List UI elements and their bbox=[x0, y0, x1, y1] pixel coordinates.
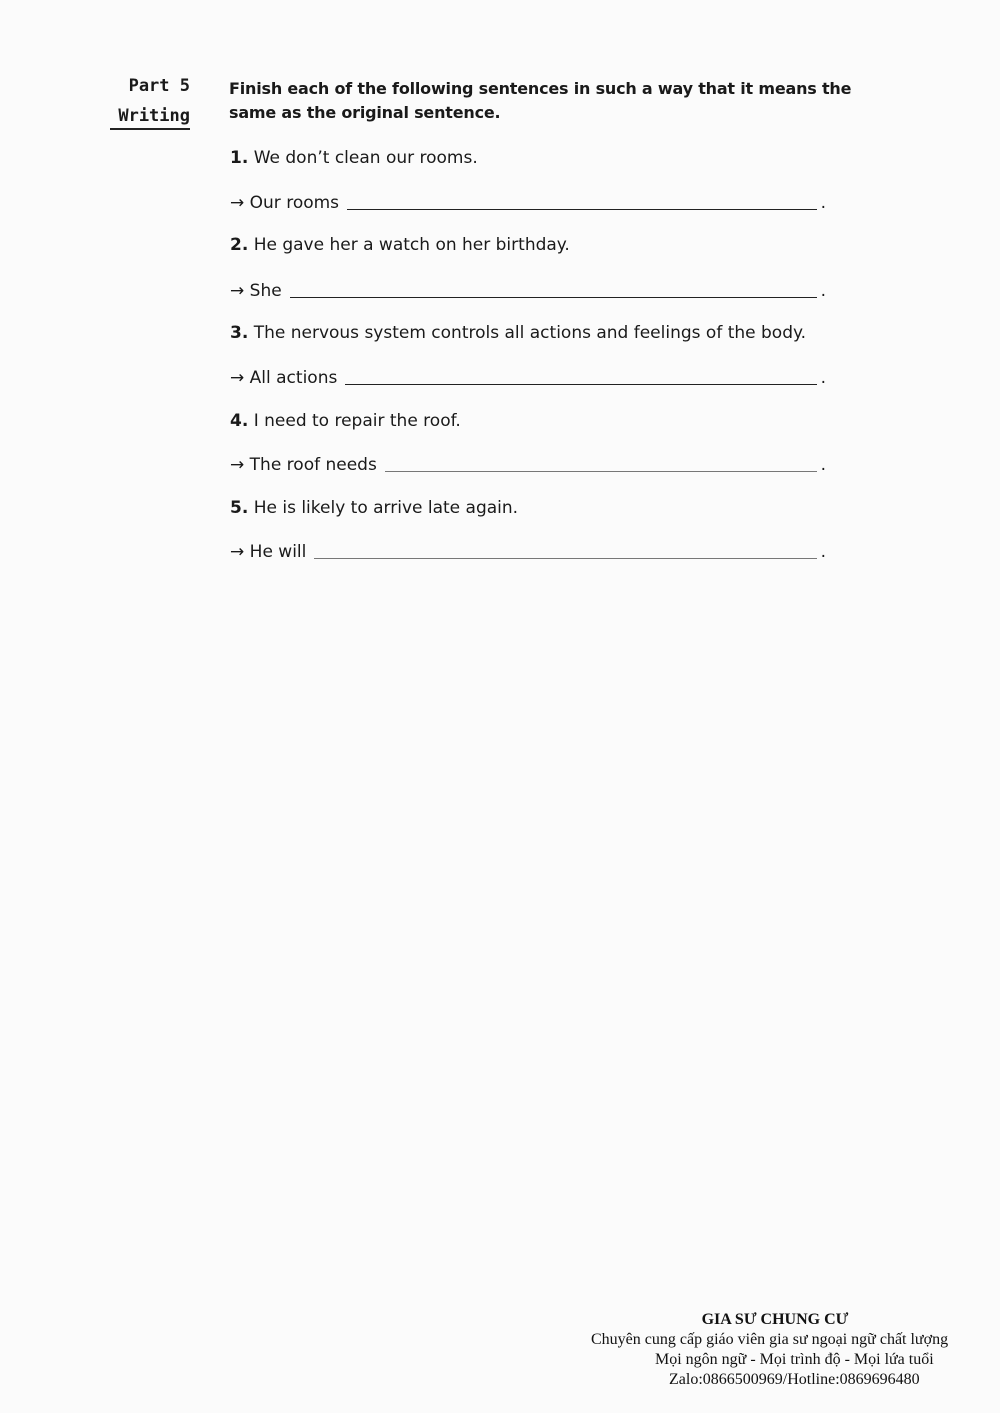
question-2 bbox=[230, 234, 570, 256]
answer-start: The roof needs bbox=[249, 455, 377, 475]
footer-line: Zalo:0866500969/Hotline:0869696480 bbox=[669, 1371, 920, 1388]
question-5 bbox=[230, 497, 518, 519]
part-name: Writing bbox=[118, 106, 190, 126]
footer-line: Mọi ngôn ngữ - Mọi trình độ - Mọi lứa tuổi bbox=[655, 1351, 934, 1368]
question-number: 1. bbox=[230, 148, 249, 168]
question-sentence: He is likely to arrive late again. bbox=[253, 498, 519, 518]
answer-start: He will bbox=[249, 542, 307, 562]
answer-end: . bbox=[820, 542, 826, 562]
question-sentence: He gave her a watch on her birthday. bbox=[253, 235, 570, 255]
instruction-text: Finish each of the following sentences in such a way that it means the same as the original sentence. bbox=[229, 79, 852, 122]
answer-start: All actions bbox=[249, 368, 338, 388]
part-label bbox=[108, 72, 190, 130]
answer-end: . bbox=[820, 281, 826, 301]
answer-prompt bbox=[230, 541, 306, 563]
footer-line: Chuyên cung cấp giáo viên gia sư ngoại ngữ chất lượng bbox=[591, 1331, 949, 1348]
footer-title: GIA SƯ CHUNG CƯ bbox=[701, 1311, 849, 1328]
answer-prompt bbox=[230, 454, 377, 476]
question-number: 5. bbox=[230, 498, 249, 518]
question-3 bbox=[230, 322, 806, 344]
arrow-icon: → bbox=[230, 368, 245, 388]
answer-blank[interactable] bbox=[347, 208, 817, 210]
arrow-icon: → bbox=[230, 281, 245, 301]
question-4 bbox=[230, 410, 461, 432]
answer-blank[interactable] bbox=[385, 470, 817, 472]
answer-start: She bbox=[249, 281, 282, 301]
question-sentence: I need to repair the roof. bbox=[253, 411, 461, 431]
part-number: Part 5 bbox=[128, 76, 190, 96]
footer-contact bbox=[585, 1310, 985, 1390]
answer-end: . bbox=[820, 455, 826, 475]
answer-blank[interactable] bbox=[290, 296, 817, 298]
answer-end: . bbox=[820, 193, 826, 213]
question-sentence: The nervous system controls all actions and feelings of the body. bbox=[253, 323, 807, 343]
answer-line-3 bbox=[230, 367, 826, 389]
answer-line-1 bbox=[230, 192, 826, 214]
answer-end: . bbox=[820, 368, 826, 388]
question-number: 3. bbox=[230, 323, 249, 343]
answer-prompt bbox=[230, 367, 337, 389]
answer-prompt bbox=[230, 280, 282, 302]
answer-start: Our rooms bbox=[249, 193, 340, 213]
arrow-icon: → bbox=[230, 542, 245, 562]
question-1 bbox=[230, 147, 478, 169]
question-sentence: We don’t clean our rooms. bbox=[253, 148, 478, 168]
arrow-icon: → bbox=[230, 455, 245, 475]
answer-line-5 bbox=[230, 541, 826, 563]
question-number: 4. bbox=[230, 411, 249, 431]
answer-line-4 bbox=[230, 454, 826, 476]
answer-blank[interactable] bbox=[345, 383, 816, 385]
arrow-icon: → bbox=[230, 193, 245, 213]
question-number: 2. bbox=[230, 235, 249, 255]
part-underline bbox=[110, 128, 190, 130]
answer-line-2 bbox=[230, 280, 826, 302]
answer-prompt bbox=[230, 192, 339, 214]
answer-blank[interactable] bbox=[314, 557, 816, 559]
